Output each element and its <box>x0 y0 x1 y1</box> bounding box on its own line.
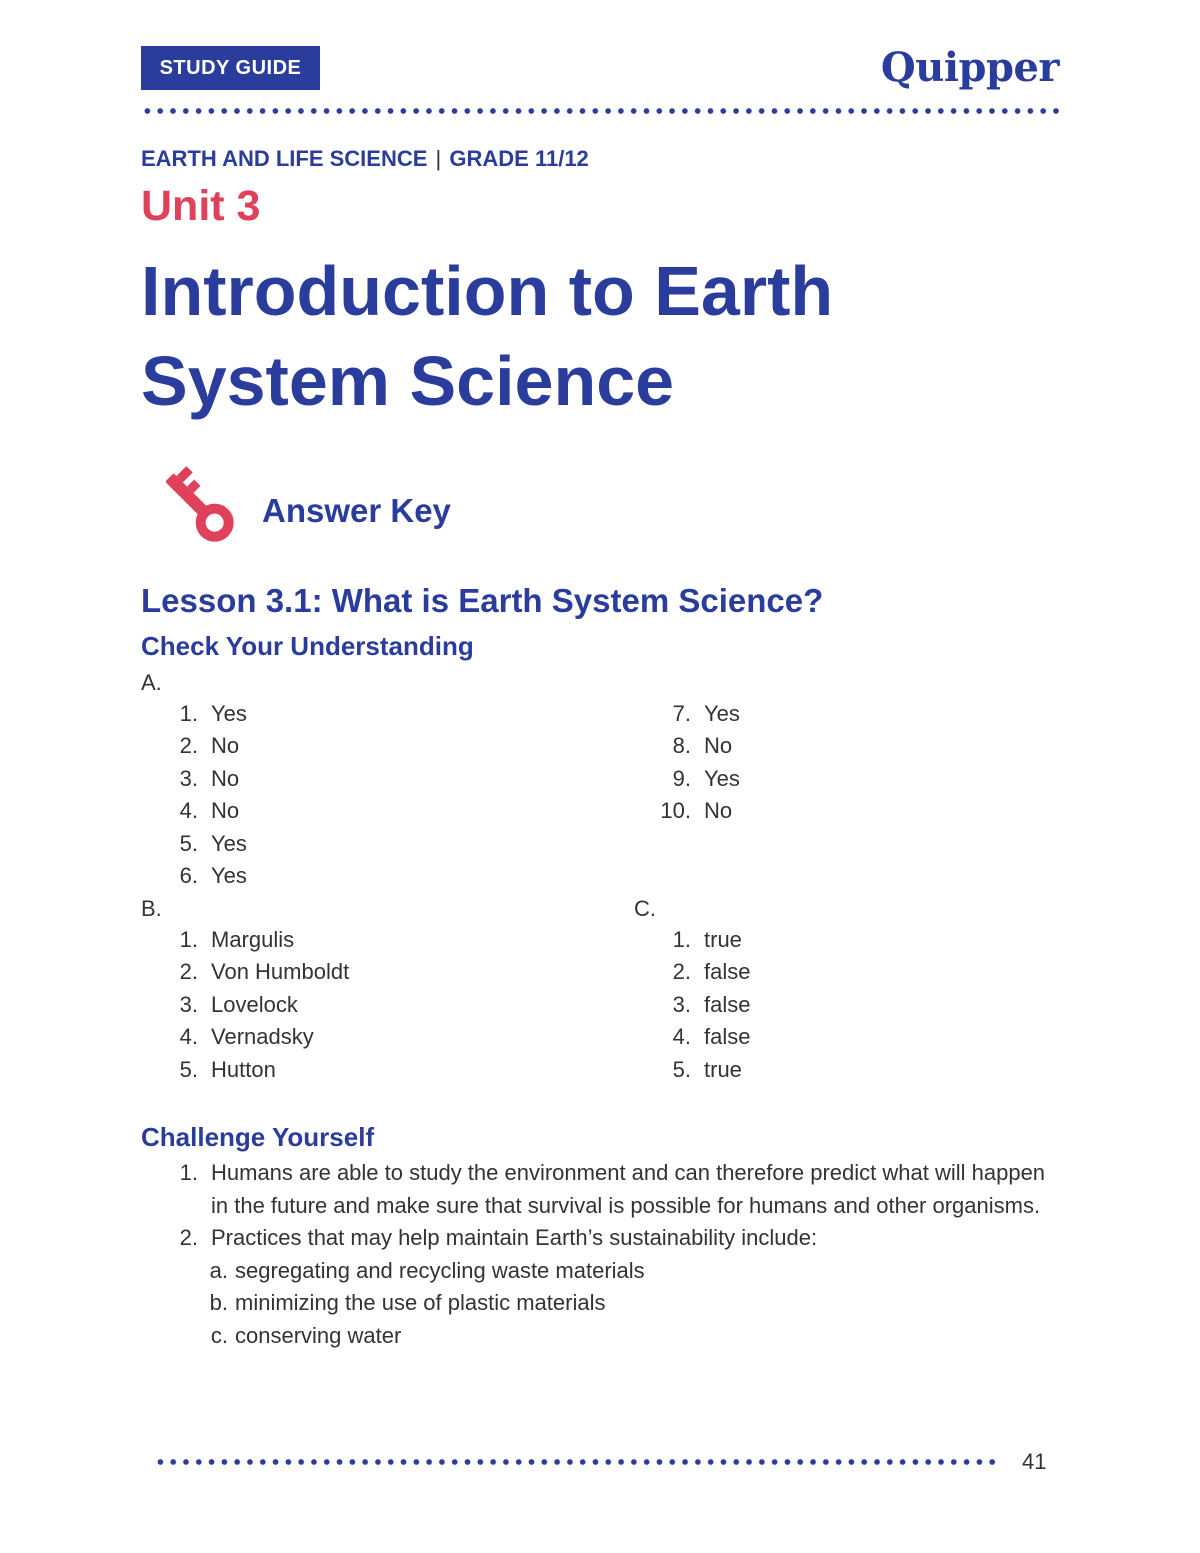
subject-separator: | <box>435 146 442 171</box>
item-number: 3. <box>179 765 198 791</box>
list-item <box>163 1021 349 1053</box>
subject-line <box>141 146 589 172</box>
item-letter: c. <box>210 1322 228 1348</box>
list-item <box>163 924 349 956</box>
item-text: conserving water <box>235 1322 402 1348</box>
item-answer: Hutton <box>211 1056 276 1082</box>
item-number: 5. <box>179 1056 198 1082</box>
practices-sublist <box>163 1255 1061 1352</box>
list-item <box>656 795 740 827</box>
list-item <box>163 860 247 892</box>
list-item <box>163 828 247 860</box>
item-number: 3. <box>179 991 198 1017</box>
item-answer: Lovelock <box>211 991 298 1017</box>
section-a-list-right <box>656 698 740 828</box>
unit-label: Unit 3 <box>141 182 261 230</box>
item-answer: Vernadsky <box>211 1024 314 1050</box>
item-text: Practices that may help maintain Earth’s sustainability include: <box>211 1225 818 1251</box>
item-answer: false <box>704 1024 751 1050</box>
list-item <box>163 698 247 730</box>
section-c-label: C. <box>634 896 656 921</box>
list-item <box>163 989 349 1021</box>
item-answer: No <box>211 798 240 824</box>
item-number: 10. <box>660 798 691 824</box>
item-answer: No <box>211 765 240 791</box>
item-text: Humans are able to study the environment and can therefore predict what will happen in the future and make sure that survival is possible for humans and other organisms. <box>211 1160 1046 1218</box>
list-item <box>163 1054 349 1086</box>
item-number: 7. <box>672 701 691 726</box>
section-b-label: B. <box>141 896 162 921</box>
list-item <box>163 730 247 762</box>
challenge-heading: Challenge Yourself <box>141 1122 375 1152</box>
item-answer: true <box>704 1056 742 1082</box>
item-number: 4. <box>179 1024 198 1050</box>
item-answer: Von Humboldt <box>211 959 350 985</box>
page-title <box>141 246 1091 426</box>
item-number: 5. <box>179 830 198 856</box>
list-item <box>656 730 740 762</box>
section-a-label: A. <box>141 670 162 695</box>
lesson-title: Lesson 3.1: What is Earth System Science? <box>141 582 824 619</box>
section-c-list <box>656 924 750 1086</box>
challenge-item <box>163 1157 1061 1222</box>
list-item <box>163 795 247 827</box>
item-answer: Margulis <box>211 927 295 952</box>
sublist-item <box>163 1320 1061 1352</box>
item-answer: true <box>704 927 742 952</box>
item-number: 5. <box>672 1056 691 1082</box>
grade-level: GRADE 11/12 <box>449 146 589 171</box>
item-answer: false <box>704 991 751 1017</box>
list-item <box>656 1021 750 1053</box>
check-understanding-heading: Check Your Understanding <box>141 631 474 661</box>
item-text: minimizing the use of plastic materials <box>235 1290 606 1316</box>
section-b-list <box>163 924 349 1086</box>
list-item <box>656 989 750 1021</box>
list-item <box>656 698 740 730</box>
list-item <box>656 924 750 956</box>
title-line-1: Introduction to Earth <box>141 252 834 330</box>
item-letter: a. <box>209 1257 228 1283</box>
item-number: 1. <box>672 927 691 952</box>
title-line-2: System Science <box>141 342 675 420</box>
item-answer: Yes <box>211 701 247 726</box>
item-number: 8. <box>672 733 691 759</box>
item-answer: No <box>211 733 240 759</box>
bottom-dotted-divider <box>154 1459 1002 1465</box>
item-text: segregating and recycling waste materials <box>235 1257 645 1283</box>
item-answer: Yes <box>704 765 740 791</box>
study-guide-badge <box>141 46 320 90</box>
course-name: EARTH AND LIFE SCIENCE <box>141 146 428 171</box>
item-answer: false <box>704 959 751 985</box>
item-answer: Yes <box>704 701 740 726</box>
item-number: 2. <box>179 1225 198 1251</box>
item-number: 2. <box>672 959 691 985</box>
item-answer: No <box>704 733 733 759</box>
list-item <box>656 1054 750 1086</box>
key-icon <box>150 460 244 550</box>
section-a-list-left <box>163 698 247 892</box>
item-number: 1. <box>179 701 198 726</box>
item-number: 4. <box>179 798 198 824</box>
study-guide-label: STUDY GUIDE <box>159 56 302 79</box>
page-number: 41 <box>1022 1449 1047 1474</box>
item-number: 9. <box>672 765 691 791</box>
item-number: 6. <box>179 862 198 888</box>
item-number: 4. <box>672 1024 691 1050</box>
item-letter: b. <box>209 1290 228 1316</box>
item-answer: No <box>704 798 733 824</box>
list-item <box>656 956 750 988</box>
sublist-item <box>163 1255 1061 1287</box>
item-number: 1. <box>179 927 198 952</box>
challenge-item <box>163 1222 1061 1255</box>
item-number: 3. <box>672 991 691 1017</box>
challenge-list <box>163 1157 1061 1352</box>
answer-key-heading: Answer Key <box>262 492 451 529</box>
item-answer: Yes <box>211 830 247 856</box>
list-item <box>656 763 740 795</box>
list-item <box>163 956 349 988</box>
brand-logo: Quipper <box>880 44 1059 91</box>
item-number: 2. <box>179 733 198 759</box>
list-item <box>163 763 247 795</box>
sublist-item <box>163 1287 1061 1319</box>
item-number: 2. <box>179 959 198 985</box>
item-answer: Yes <box>211 862 247 888</box>
top-dotted-divider <box>141 108 1059 114</box>
item-number: 1. <box>179 1160 198 1185</box>
